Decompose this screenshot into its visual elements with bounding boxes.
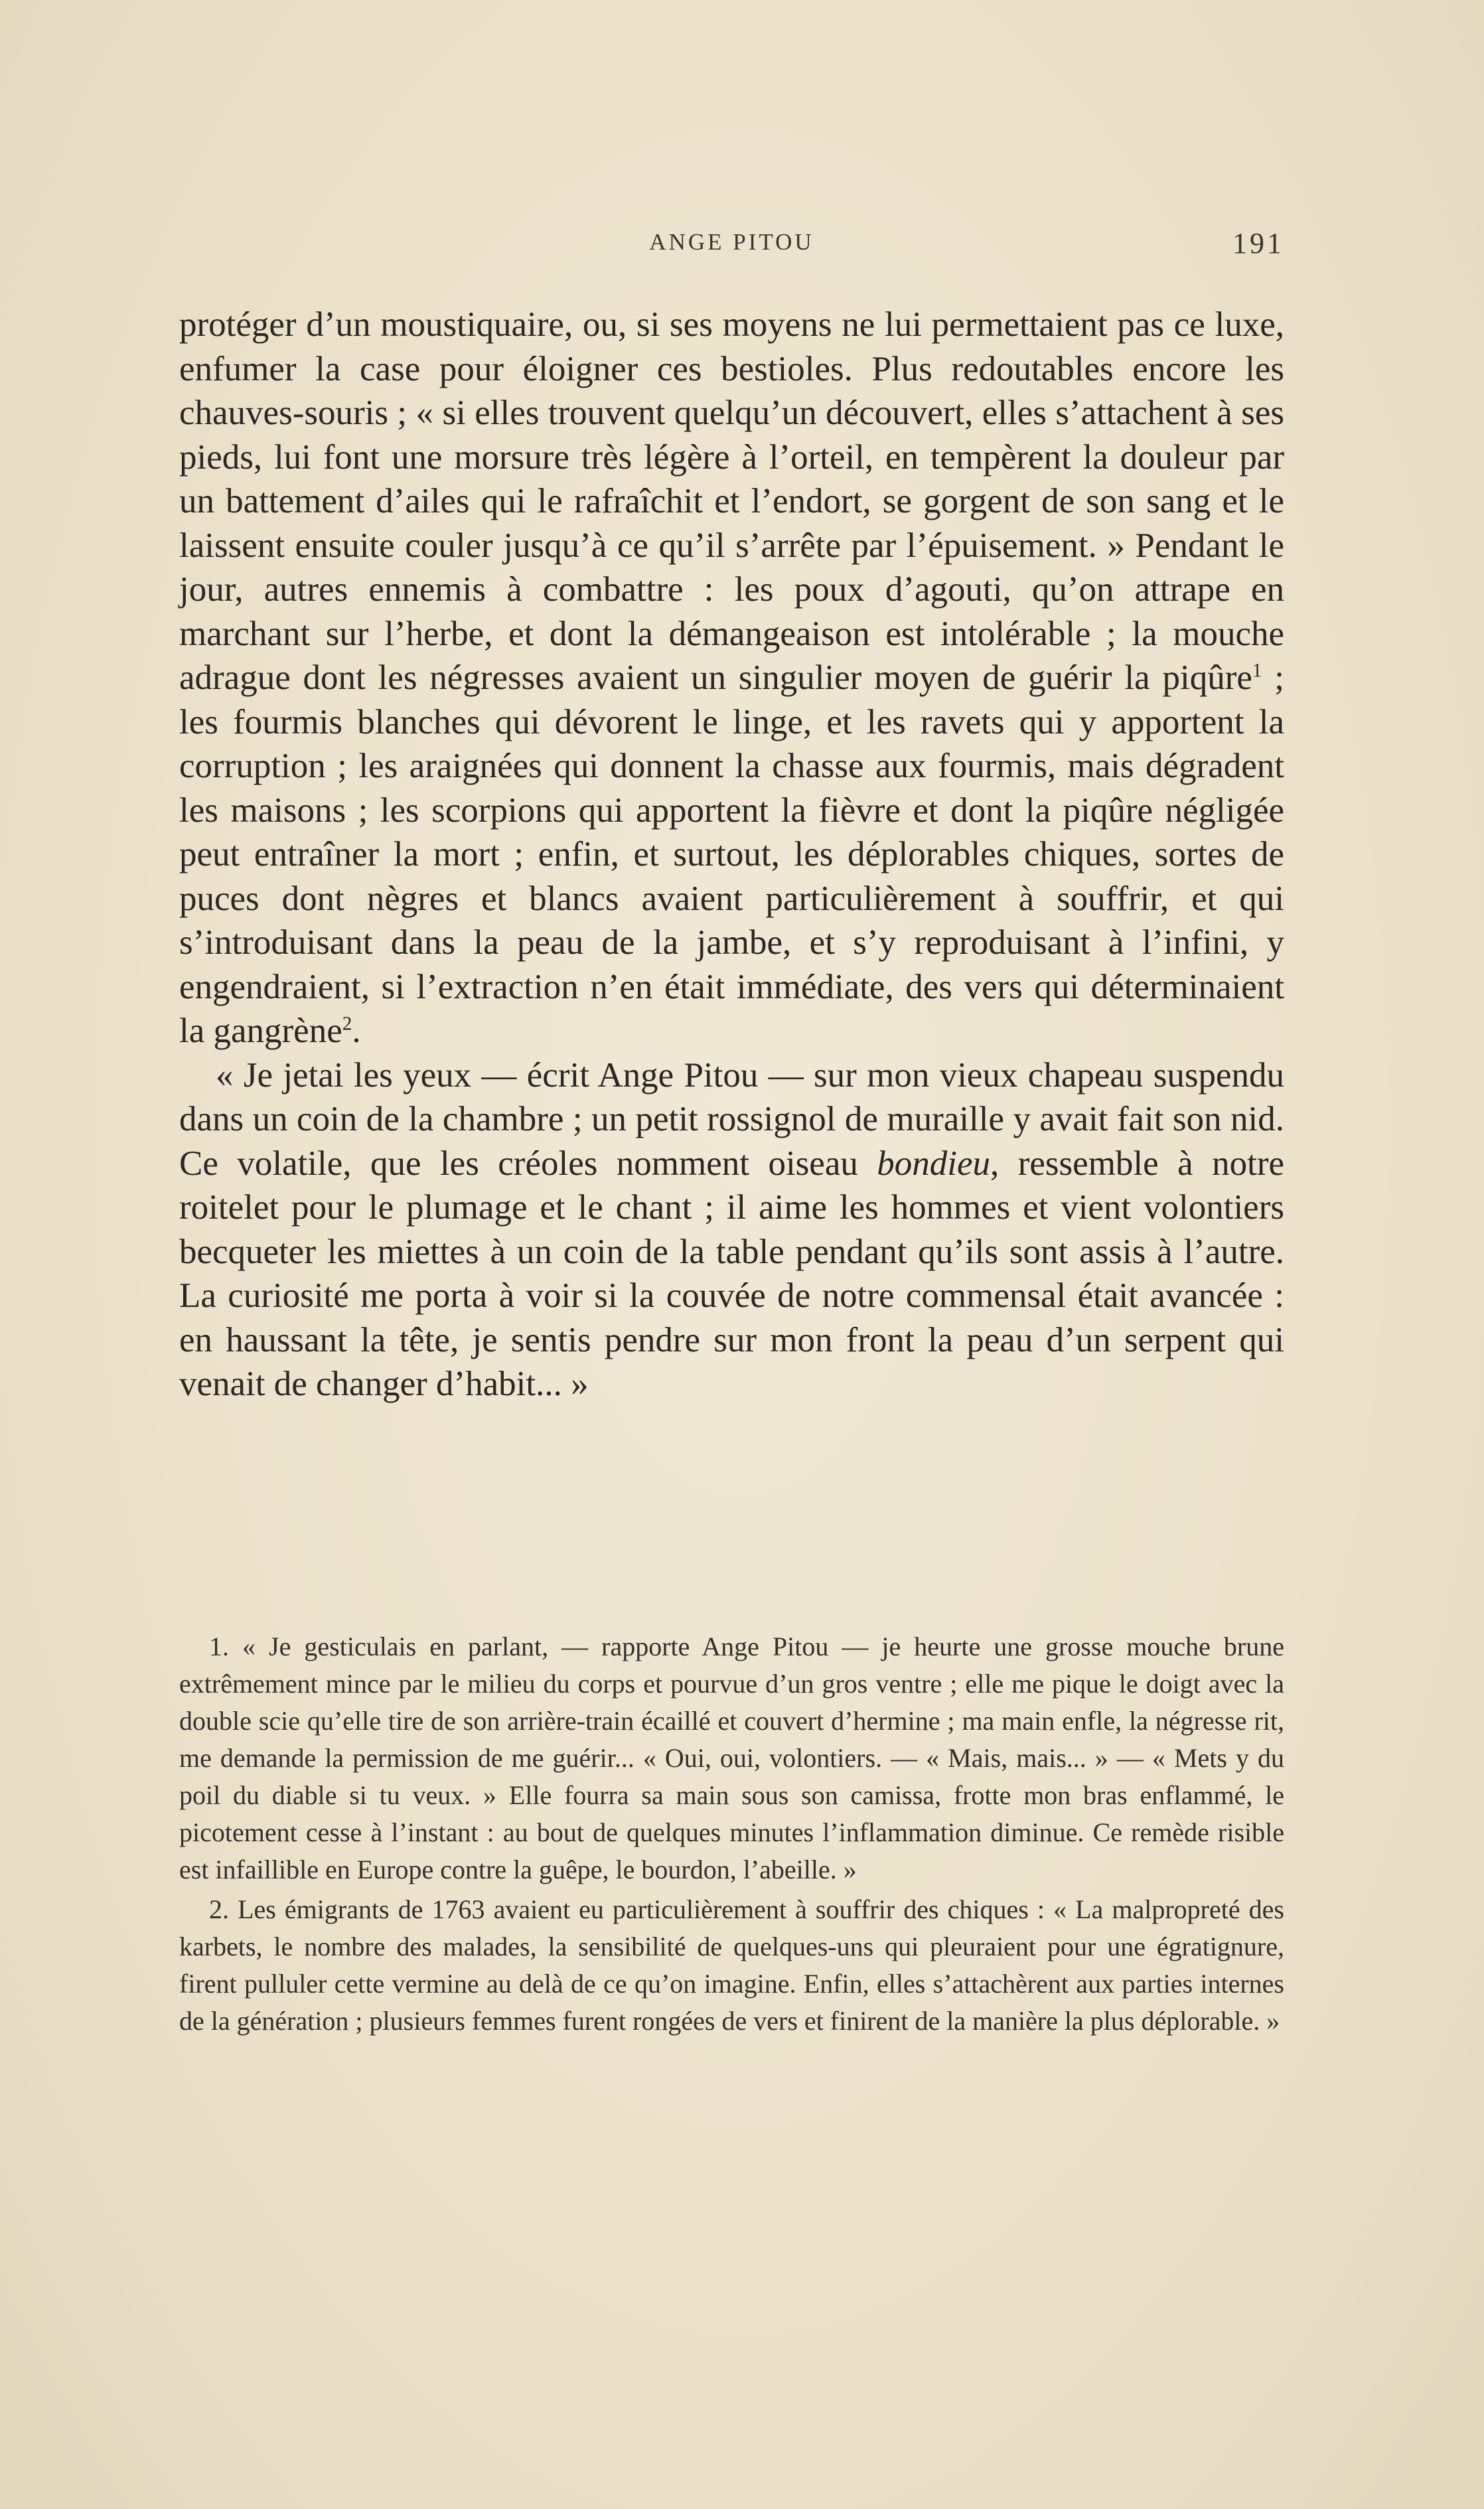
- paragraph-1-end: .: [352, 1012, 361, 1050]
- footnote-ref-1: 1: [1252, 660, 1262, 682]
- footnotes: [179, 1628, 1284, 2042]
- footnote-1: 1. « Je gesticulais en parlant, — rapporte Ange Pitou — je heurte une grosse mouche brune extrêmement mince par le milieu du corps et pourvue d’un gros ventre ; elle me pique le doigt avec la double scie qu’elle tire de son arrière-train écaillé et couvert d’hermine ; ma main enfle, la négresse rit, me demande la permission de me guérir... « Oui, oui, volontiers. — « Mais, mais... » — « Mets y du poil du diable si tu veux. » Elle fourra sa main sous son camissa, frotte mon bras enflammé, le picotement cesse à l’instant : au bout de quelques minutes l’inflammation diminue. Ce remède risible est infaillible en Europe contre la guêpe, le bourdon, l’abeille. »: [179, 1632, 1284, 1884]
- footnote-2: 2. Les émigrants de 1763 avaient eu particulièrement à souffrir des chiques : « La malpropreté des karbets, le nombre des malades, la sensibilité de quelques-uns qui pleuraient pour une égratignure, firent pulluler cette vermine au delà de ce qu’on imagine. Enfin, elles s’attachèrent aux parties internes de la génération ; plusieurs femmes furent rongées de vers et finirent de la manière la plus déplorable. »: [179, 1894, 1284, 2036]
- main-text: [179, 303, 1284, 1407]
- paragraph-1: [179, 303, 1284, 1053]
- paragraph-1-text: protéger d’un moustiquaire, ou, si ses moyens ne lui permettaient pas ce luxe, enfumer la case pour éloigner ces bestioles. Plus redoutables encore les chauves-souris ; « si elles trouvent quelqu’un découvert, elles s’attachent à ses pieds, lui font une morsure très légère à l’orteil, en tempèrent la douleur par un battement d’ailes qui le rafraîchit et l’endort, se gorgent de son sang et le laissent ensuite couler jusqu’à ce qu’il s’arrête par l’épuisement. » Pendant le jour, autres ennemis à combattre : les poux d’agouti, qu’on attrape en marchant sur l’herbe, et dont la démangeaison est intolérable ; la mouche adrague dont les négresses avaient un singulier moyen de guérir la piqûre: [179, 305, 1284, 697]
- page-number: 191: [1232, 227, 1284, 260]
- paragraph-2: [179, 1053, 1284, 1407]
- running-title: ANGE PITOU: [649, 229, 814, 255]
- paragraph-1-continued: ; les fourmis blanches qui dévorent le linge, et les ravets qui y apportent la corruption ; les araignées qui donnent la chasse aux fourmis, mais dégradent les maisons ; les scorpions qui apportent la fièvre et dont la piqûre négligée peut entraîner la mort ; enfin, et surtout, les déplorables chiques, sortes de puces dont nègres et blancs avaient particulièrement à souffrir, et qui s’introduisant dans la peau de la jambe, et s’y reproduisant à l’infini, y engendraient, si l’extraction n’en était immédiate, des vers qui déterminaient la gangrène: [179, 658, 1284, 1050]
- paragraph-2-continued: , ressemble à notre roitelet pour le plumage et le chant ; il aime les hommes et vient volontiers becqueter les miettes à un coin de la table pendant qu’ils sont assis à l’autre. La curiosité me porta à voir si la couvée de notre commensal était avancée : en haussant la tête, je sentis pendre sur mon front la peau d’un serpent qui venait de changer d’habit... »: [179, 1144, 1284, 1403]
- paragraph-2-text: « Je jetai les yeux — écrit Ange Pitou — sur mon vieux chapeau suspendu dans un coin de la chambre ; un petit rossignol de muraille y avait fait son nid. Ce volatile, que les créoles nomment oiseau: [179, 1055, 1284, 1183]
- footnote-ref-2: 2: [342, 1013, 352, 1035]
- italic-term: bondieu: [877, 1144, 991, 1183]
- page-header: [179, 229, 1284, 269]
